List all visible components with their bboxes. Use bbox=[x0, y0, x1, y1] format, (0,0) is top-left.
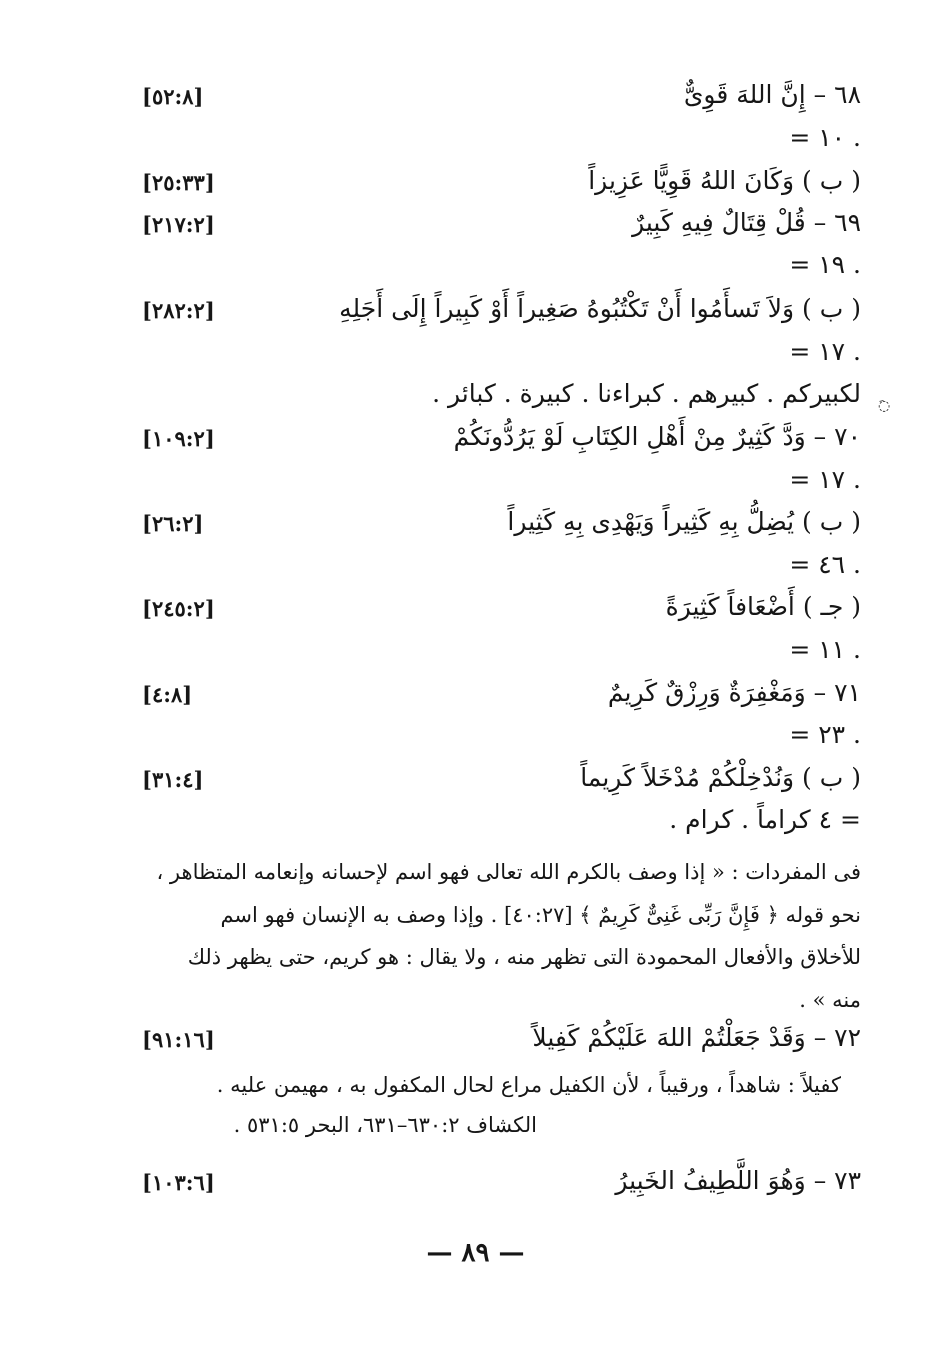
ref-69b: [٢٨٢:٢] bbox=[142, 298, 215, 323]
count-71b: = ٤ كراماً . كرام . bbox=[669, 805, 861, 834]
count-69b: = ١٧ . bbox=[789, 337, 861, 366]
verse-70b: ( ب ) يُضِلُّ بِهِ كَثِيراً وَيَهْدِى بِهِ كَثِيراً bbox=[507, 507, 861, 536]
verse-71b: ( ب ) وَنُدْخِلْكُمْ مُدْخَلاً كَرِيماً bbox=[580, 763, 861, 792]
prose-line-2: نحو قوله ﴿ فَإِنَّ رَبِّى غَنِىٌّ كَرِيمٌ ﴾ [٤٠:٢٧] . وإذا وصف به الإنسان فهو اسم bbox=[220, 903, 861, 927]
verse-68b: ( ب ) وَكَانَ اللهُ قَوِيًّا عَزِيزاً bbox=[588, 166, 861, 195]
verse-70c: ( جـ ) أَضْعَافاً كَثِيرَةً bbox=[665, 592, 861, 621]
note-72-gloss: كفيلاً : شاهداً ، ورقيباً ، لأن الكفيل مراع لحال المكفول به ، مهيمن عليه . bbox=[216, 1073, 841, 1097]
verse-72: ٧٢ – وَقَدْ جَعَلْتُمْ اللهَ عَلَيْكُمْ كَفِيلاً bbox=[532, 1023, 861, 1052]
verse-71: ٧١ – وَمَغْفِرَةٌ وَرِزْقٌ كَرِيمٌ bbox=[607, 678, 861, 707]
derivatives-line: لكبيركم . كبيرهم . كبراءنا . كبيرة . كبائر . bbox=[432, 379, 861, 408]
count-68: = ١٠ . bbox=[789, 123, 861, 152]
verse-73: ٧٣ – وَهُوَ اللَّطِيفُ الخَبِيرُ bbox=[615, 1166, 861, 1195]
page-number: — ٨٩ — bbox=[426, 1238, 525, 1268]
verse-69b: ( ب ) وَلاَ تَسأَمُوا أَنْ تَكْتُبُوهُ صَغِيراً أَوْ كَبِيراً إِلَى أَجَلِهِ bbox=[339, 294, 861, 323]
ref-70c: [٢٤٥:٢] bbox=[142, 596, 215, 621]
prose-line-1: فى المفردات : « إذا وصف بالكرم الله تعالى فهو اسم لإحسانه وإنعامه المتظاهر ، bbox=[156, 860, 861, 884]
ref-70: [١٠٩:٢] bbox=[142, 426, 215, 451]
verse-70: ٧٠ – وَدَّ كَثِيرٌ مِنْ أَهْلِ الكِتَابِ لَوْ يَرُدُّونَكُمْ bbox=[453, 422, 861, 451]
count-70: = ١٧ . bbox=[789, 465, 861, 494]
ref-71: [٤:٨] bbox=[142, 682, 193, 707]
count-70c: = ١١ . bbox=[789, 635, 861, 664]
ref-72: [٩١:١٦] bbox=[142, 1027, 215, 1052]
ref-68: [٥٢:٨] bbox=[142, 84, 204, 109]
verse-68: ٦٨ – إِنَّ اللهَ قَوِىٌّ bbox=[683, 80, 861, 109]
ref-71b: [٣١:٤] bbox=[142, 767, 204, 792]
count-70b: = ٤٦ . bbox=[789, 550, 861, 579]
ref-69: [٢١٧:٢] bbox=[142, 212, 215, 237]
count-69: = ١٩ . bbox=[789, 250, 861, 279]
prose-line-4: منه » . bbox=[799, 988, 861, 1012]
ref-73: [١٠٣:٦] bbox=[142, 1170, 215, 1195]
count-71: = ٢٣ . bbox=[789, 720, 861, 749]
ref-70b: [٢٦:٢] bbox=[142, 511, 204, 536]
note-72-sources: الكشاف ٦٣٠:٢–٦٣١، البحر ٥٣١:٥ . bbox=[233, 1113, 537, 1137]
prose-line-3: للأخلاق والأفعال المحمودة التى تظهر منه ، ولا يقال : هو كريم، حتى يظهر ذلك bbox=[187, 945, 861, 969]
ref-68b: [٢٥:٣٣] bbox=[142, 170, 215, 195]
margin-mark: ◌َ bbox=[878, 398, 891, 414]
verse-69: ٦٩ – قُلْ قِتَالٌ فِيهِ كَبِيرٌ bbox=[632, 208, 861, 237]
